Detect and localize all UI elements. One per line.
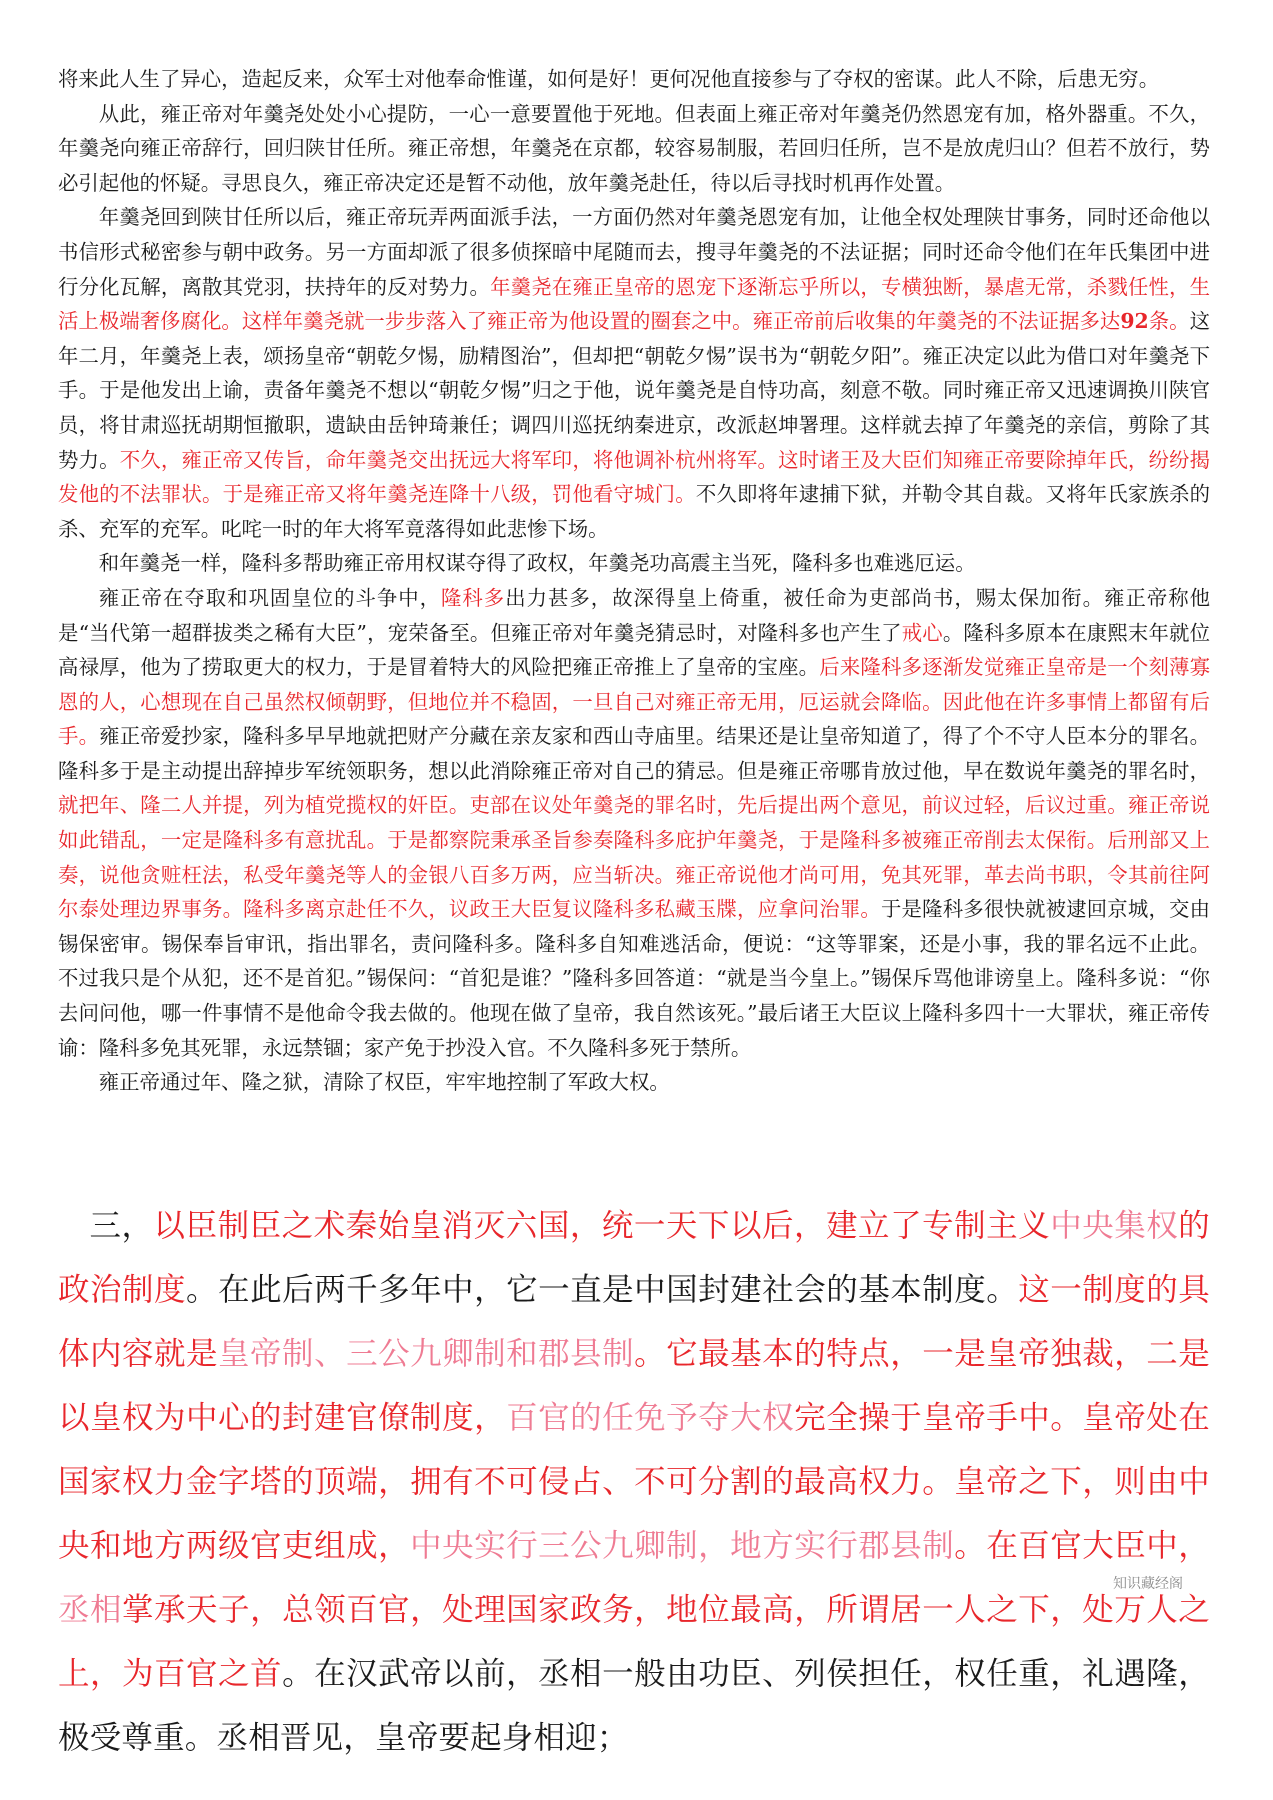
highlight-red-number: 92 bbox=[1120, 309, 1149, 334]
text-span: 。在此后两千多年中，它一直是中国封建社会的基本制度。 bbox=[186, 1272, 1019, 1308]
highlight-red: 后来隆科多逐渐发觉雍正皇帝是一个刻薄寡恩的人，心想现在自己虽然权倾朝野，但地位并不稳固，一旦自己对雍正帝无用，厄运就会降临。因此他在许多事情上都留有后手。 bbox=[58, 655, 1210, 749]
highlight-red: 掌承天子，总领百官，处理国家政务，地位最高，所谓居一人之下，处万人之上，为百官之首 bbox=[58, 1592, 1210, 1692]
text-span: 。隆科多原本在康熙末年就位高禄厚，他为了捞取更大的权力，于是冒着特大的风险把雍正帝推上了皇帝的宝座。 bbox=[58, 620, 1211, 680]
text-span: 这年二月，年羹尧上表，颂扬皇帝“朝乾夕惕，励精图治”，但却把“朝乾夕惕”误书为“朝乾夕阳”。雍正决定以此为借口对年羹尧下手。于是他发出上谕，责备年羹尧不想以“朝乾夕惕”归之于他，说年羹尧是自恃功高，刻意不敬。同时雍正帝又迅速调换川陕官员，将甘肃巡抚胡期恒撤职，遗缺由岳钟琦兼任；调四川巡抚纳秦进京，改派赵坤署理。这样就去掉了年羹尧的亲信，剪除了其势力。 bbox=[58, 309, 1211, 472]
highlight-red: 隆科多 bbox=[441, 585, 506, 610]
section-three bbox=[58, 1194, 1210, 1770]
paragraph-3 bbox=[58, 200, 1210, 546]
text-span: 将来此人生了异心，造起反来，众军士对他奉命惟谨，如何是好！更何况他直接参与了夺权的密谋。此人不除，后患无穷。 bbox=[58, 67, 1160, 91]
highlight-red: 不久，雍正帝又传旨，命年羹尧交出抚远大将军印，将他调补杭州将军。这时诸王及大臣们知雍正帝要除掉年氏，纷纷揭发他的不法罪状。于是雍正帝又将年羹尧连降十八级，罚他看守城门。 bbox=[58, 447, 1211, 507]
highlight-pink: 百官的任免予夺大权 bbox=[506, 1400, 795, 1436]
highlight-red: 就把年、隆二人并提，列为植党揽权的奸臣。吏部在议处年羹尧的罪名时，先后提出两个意见，前议过轻，后议过重。雍正帝说如此错乱，一定是隆科多有意扰乱。于是都察院秉承圣旨参奏隆科多庇护年羹尧，于是隆科多被雍正帝削去太保衔。后刑部又上奏，说他贪赃枉法，私受年羹尧等人的金银八百多万两，应当斩决。雍正帝说他才尚可用，免其死罪，革去尚书职，令其前往阿尔泰处理边界事务。隆科多离京赴任不久，议政王大臣复议隆科多私藏玉牒，应拿问治罪。 bbox=[58, 793, 1210, 922]
highlight-pink: 中央实行三公九卿制，地方实行郡县制 bbox=[410, 1528, 955, 1564]
paragraph-1 bbox=[58, 62, 1210, 97]
highlight-red: 。在百官大臣中， bbox=[954, 1528, 1210, 1564]
paragraph-6 bbox=[58, 1065, 1210, 1100]
text-span: 雍正帝爱抄家，隆科多早早地就把财产分藏在亲友家和西山寺庙里。结果还是让皇帝知道了，得了个不守人臣本分的罪名。隆科多于是主动提出辞掉步军统领职务，想以此消除雍正帝对自己的猜忌。但是雍正帝哪肯放过他，早在数说年羹尧的罪名时， bbox=[58, 724, 1211, 783]
text-span: 。在汉武帝以前，丞相一般由功臣、列侯担任，权任重，礼遇隆，极受尊重。丞相晋见，皇帝要起身相迎； bbox=[58, 1656, 1210, 1756]
highlight-pink: 丞相 bbox=[58, 1592, 123, 1628]
highlight-red: 。它最基本的特点，一是皇帝独裁，二是以皇权为中心的封建官僚制度， bbox=[58, 1336, 1210, 1436]
highlight-red: 完全操于皇帝手中。皇帝处在国家权力金字塔的顶端，拥有不可侵占、不可分割的最高权力。皇帝之下，则由中央和地方两级官吏组成， bbox=[58, 1400, 1210, 1564]
text-span: 雍正帝在夺取和巩固皇位的斗争中， bbox=[98, 585, 442, 610]
highlight-red: 的政治制度 bbox=[58, 1208, 1210, 1308]
highlight-red: 以臣制臣之术秦始皇消灭六国，统一天下以后，建立了专制主义 bbox=[153, 1208, 1051, 1244]
section-number: 三， bbox=[89, 1208, 154, 1244]
paragraph-5 bbox=[58, 581, 1210, 1065]
text-span: 从此，雍正帝对年羹尧处处小心提防，一心一意要置他于死地。但表面上雍正帝对年羹尧仍然恩宠有加，格外器重。不久，年羹尧向雍正帝辞行，回归陕甘任所。雍正帝想，年羹尧在京都，较容易制服，若回归任所，岂不是放虎归山？但若不放行，势必引起他的怀疑。寻思良久，雍正帝决定还是暂不动他，放年羹尧赴任，待以后寻找时机再作处置。 bbox=[58, 101, 1210, 195]
highlight-pink: 皇帝制、三公九卿制和郡县制 bbox=[218, 1336, 635, 1372]
narrative-section bbox=[58, 62, 1210, 1100]
text-span: 年羹尧回到陕甘任所以后，雍正帝玩弄两面派手法，一方面仍然对年羹尧恩宠有加，让他全权处理陕甘事务，同时还命他以书信形式秘密参与朝中政务。另一方面却派了很多侦探暗中尾随而去，搜寻年羹尧的不法证据；同时还命令他们在年氏集团中进行分化瓦解，离散其党羽，扶持年的反对势力。 bbox=[58, 205, 1210, 299]
highlight-red: 条。 bbox=[1148, 309, 1190, 334]
text-span: 和年羹尧一样，隆科多帮助雍正帝用权谋夺得了政权，年羹尧功高震主当死，隆科多也难逃厄运。 bbox=[98, 551, 976, 576]
paragraph-2 bbox=[58, 97, 1210, 201]
text-span: 于是隆科多很快就被逮回京城，交由锡保密审。锡保奉旨审讯，指出罪名，责问隆科多。隆科多自知难逃活命，便说：“这等罪案，还是小事，我的罪名远不止此。不过我只是个从犯，还不是首犯。”锡保问：“首犯是谁？”隆科多回答道：“就是当今皇上。”锡保斥骂他诽谤皇上。隆科多说：“你去问问他，哪一件事情不是他命令我去做的。他现在做了皇帝，我自然该死。”最后诸王大臣议上隆科多四十一大罪状，雍正帝传谕：隆科多免其死罪，永远禁锢；家产免于抄没入官。不久隆科多死于禁所。 bbox=[58, 897, 1210, 1060]
section-three-paragraph bbox=[58, 1194, 1210, 1770]
highlight-red: 年羹尧在雍正皇帝的恩宠下逐渐忘乎所以，专横独断，暴虐无常，杀戮任性，生活上极端奢侈腐化。这样年羹尧就一步步落入了雍正帝为他设置的圈套之中。雍正帝前后收集的年羹尧的不法证据多达 bbox=[58, 274, 1211, 334]
text-span: 不久即将年逮捕下狱，并勒令其自裁。又将年氏家族杀的杀、充军的充军。叱咤一时的年大将军竟落得如此悲惨下场。 bbox=[58, 482, 1211, 541]
text-span: 雍正帝通过年、隆之狱，清除了权臣，牢牢地控制了军政大权。 bbox=[98, 1070, 670, 1095]
highlight-red: 戒心 bbox=[901, 620, 943, 645]
paragraph-4 bbox=[58, 546, 1210, 581]
highlight-pink: 中央集权 bbox=[1050, 1208, 1179, 1244]
highlight-red: 这一制度的具体内容就是 bbox=[58, 1272, 1211, 1372]
watermark: 知识藏经阁 bbox=[1113, 1576, 1183, 1592]
text-span: 出力甚多，故深得皇上倚重，被任命为吏部尚书，赐太保加衔。雍正帝称他是“当代第一超群拔类之稀有大臣”，宠荣备至。但雍正帝对年羹尧猜忌时，对隆科多也产生了 bbox=[58, 585, 1211, 645]
